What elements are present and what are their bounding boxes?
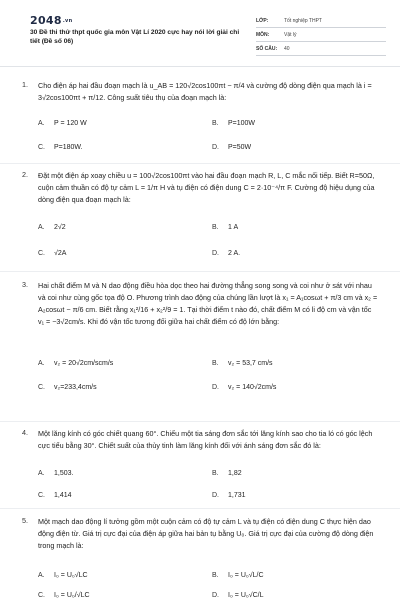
option-letter: D. xyxy=(212,384,219,391)
option-letter: A. xyxy=(38,360,45,367)
option-text: 1,414 xyxy=(54,492,72,499)
option-letter: B. xyxy=(212,572,219,579)
exam-title: 30 Đề thi thử thpt quốc gia môn Vật Lí 2020 cực hay nói lời giải chi tiết (Đề số 06) xyxy=(30,29,240,45)
meta-key: SỐ CÂU: xyxy=(256,45,278,52)
header-divider xyxy=(0,66,400,67)
meta-value: Tốt nghiệp THPT xyxy=(284,17,322,24)
option-letter: B. xyxy=(212,360,219,367)
option-d[interactable] xyxy=(212,250,240,257)
question-text: Một mạch dao động lí tưởng gồm một cuộn cảm có độ tự cảm L và tụ điện có điện dung C thực hiện dao động điện từ. Giá trị cực đại của điện áp giữa hai bản tụ bằng U₀. Giá trị cực đại của cường độ dòng điện trong mạch là: xyxy=(38,517,374,550)
option-c[interactable] xyxy=(38,492,72,499)
option-text: P=50W xyxy=(228,144,252,151)
option-text: I₀ = U₀√L/C xyxy=(228,572,264,579)
question-number: 1. xyxy=(22,80,28,89)
option-a[interactable] xyxy=(38,224,66,231)
option-letter: B. xyxy=(212,120,219,127)
question-number: 4. xyxy=(22,428,28,437)
option-letter: D. xyxy=(212,144,219,151)
option-letter: D. xyxy=(212,492,219,499)
exam-meta xyxy=(256,14,386,56)
option-letter: A. xyxy=(38,120,45,127)
option-text: 1,82 xyxy=(228,470,242,477)
option-letter: B. xyxy=(212,224,219,231)
option-b[interactable] xyxy=(212,224,238,231)
question-text: Một lăng kính có góc chiết quang 60°. Chiếu một tia sáng đơn sắc tới lăng kính sao cho tia ló có góc lệch cực tiểu bằng 30°. Chiết suất của thủy tinh làm lăng kính đối với ánh sáng đơn sắc đó là: xyxy=(38,429,373,450)
option-letter: A. xyxy=(38,572,45,579)
option-a[interactable] xyxy=(38,470,73,477)
option-letter: C. xyxy=(38,592,45,599)
option-text: v₂=233,4cm/s xyxy=(54,384,97,391)
option-text: I₀ = U₀√C/L xyxy=(228,592,264,599)
option-letter: B. xyxy=(212,470,219,477)
option-d[interactable] xyxy=(212,384,276,391)
option-text: 2√2 xyxy=(54,224,66,231)
option-a[interactable] xyxy=(38,120,87,127)
option-d[interactable] xyxy=(212,144,251,151)
option-c[interactable] xyxy=(38,144,83,151)
option-text: P = 120 W xyxy=(54,120,87,127)
logo-text: 2048 xyxy=(30,14,62,27)
option-letter: C. xyxy=(38,250,45,257)
question-number: 5. xyxy=(22,516,28,525)
option-c[interactable] xyxy=(38,250,66,257)
question-text: Hai chất điểm M và N dao động điều hòa dọc theo hai đường thẳng song song và coi như ở sát với nhau và coi như cùng gốc tọa độ O. Phương trình dao động của chúng lần lượt là x₁ = A₁cosωt + π/3 cm và x₂ = A₂cosωt − π/6 cm. Biết rằng x₁²/16 + x₂²/9 = 1. Tại thời điểm t nào đó, chất điểm M có li độ cm và vận tốc v₁ = −3√2cm/s. Khi đó vận tốc tương đối giữa hai chất điểm có độ lớn bằng: xyxy=(38,281,378,326)
option-d[interactable] xyxy=(212,592,264,599)
option-text: v₂ = 53,7 cm/s xyxy=(228,360,273,367)
meta-value: Vật lý xyxy=(284,31,297,38)
question-text: Đặt một điện áp xoay chiều u = 100√2cos100πt vào hai đầu đoạn mạch R, L, C mắc nối tiếp. Biết R=50Ω, cuộn cảm thuần có độ tự cảm L = 1/π H và tụ điện có điện dung C = 2·10⁻⁴/π F. Cường độ hiệu dụng của dòng điện qua đoạn mạch là: xyxy=(38,171,375,204)
option-b[interactable] xyxy=(212,470,242,477)
option-letter: A. xyxy=(38,224,45,231)
option-letter: C. xyxy=(38,492,45,499)
meta-row-class xyxy=(256,14,386,28)
meta-value: 40 xyxy=(284,45,290,52)
option-a[interactable] xyxy=(38,360,113,367)
page-header xyxy=(0,0,400,56)
meta-key: LỚP: xyxy=(256,17,269,24)
question-text: Cho điện áp hai đầu đoạn mạch là u_AB = 120√2cos100πt − π/4 và cường độ dòng điện qua mạch là i = 3√2cos100πt + π/12. Công suất tiêu thụ của đoạn mạch là: xyxy=(38,81,372,102)
option-b[interactable] xyxy=(212,360,273,367)
option-text: 2 A. xyxy=(228,250,241,257)
option-letter: D. xyxy=(212,250,219,257)
question-divider xyxy=(0,421,400,422)
option-text: P=100W xyxy=(228,120,256,127)
option-letter: A. xyxy=(38,470,45,477)
option-text: P=180W. xyxy=(54,144,83,151)
option-letter: C. xyxy=(38,384,45,391)
option-a[interactable] xyxy=(38,572,88,579)
meta-key: MÔN: xyxy=(256,31,270,38)
site-logo[interactable] xyxy=(30,14,72,27)
option-c[interactable] xyxy=(38,592,90,599)
question-divider xyxy=(0,271,400,272)
question-divider xyxy=(0,508,400,509)
option-text: I₀ = U₀/√LC xyxy=(54,592,90,599)
option-letter: C. xyxy=(38,144,45,151)
option-b[interactable] xyxy=(212,120,255,127)
question-number: 3. xyxy=(22,280,28,289)
option-text: 1,503. xyxy=(54,470,74,477)
option-text: √2A xyxy=(54,250,67,257)
question-divider xyxy=(0,163,400,164)
question-number: 2. xyxy=(22,170,28,179)
option-letter: D. xyxy=(212,592,219,599)
option-text: v₂ = 20√2cm/scm/s xyxy=(54,360,114,367)
logo-suffix: .vn xyxy=(62,18,73,24)
meta-row-subject xyxy=(256,28,386,42)
meta-row-count xyxy=(256,42,386,56)
option-text: v₂ = 140√2cm/s xyxy=(228,384,277,391)
option-text: 1 A xyxy=(228,224,239,231)
option-text: 1,731 xyxy=(228,492,246,499)
option-b[interactable] xyxy=(212,572,264,579)
option-d[interactable] xyxy=(212,492,246,499)
option-text: I₀ = U₀√LC xyxy=(54,572,88,579)
option-c[interactable] xyxy=(38,384,97,391)
